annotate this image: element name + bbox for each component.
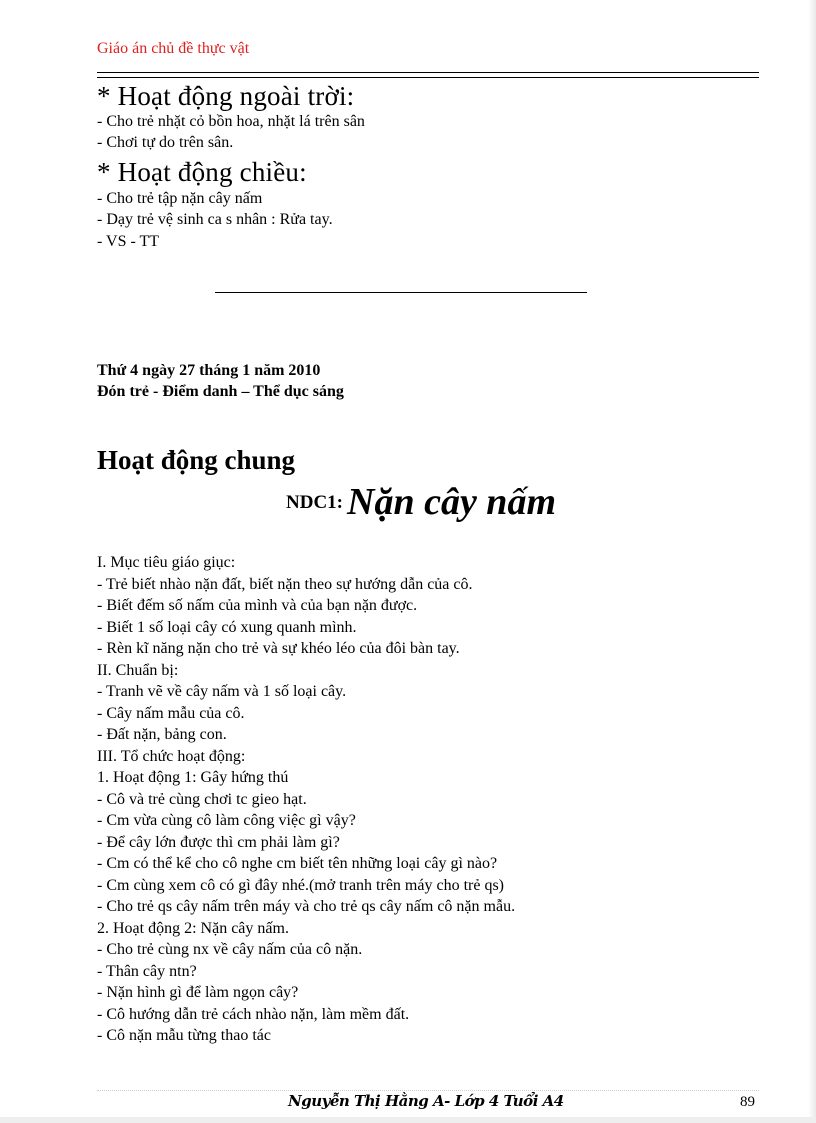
lesson-line: - Nặn hình gì để làm ngọn cây? (97, 984, 299, 1001)
lesson-line: - Cô nặn mẫu từng thao tác (97, 1027, 271, 1044)
lesson-line: II. Chuẩn bị: (97, 661, 179, 679)
lesson-line: - Rèn kĩ năng nặn cho trẻ và sự khéo léo của đôi bàn tay. (97, 640, 460, 657)
afternoon-line-2: - Dạy trẻ vệ sinh ca s nhân : Rửa tay. (97, 211, 333, 228)
lesson-line: - Cho trẻ cùng nx về cây nấm của cô nặn. (97, 941, 363, 958)
lesson-line: - Cây nấm mẫu của cô. (97, 704, 245, 722)
lesson-line: 2. Hoạt động 2: Nặn cây nấm. (97, 919, 289, 937)
lesson-line: - Cô hướng dẫn trẻ cách nhào nặn, làm mềm đất. (97, 1005, 410, 1023)
footer-rule (97, 1090, 759, 1091)
document-header-title: Giáo án chủ đề thực vật (97, 40, 250, 57)
lesson-line: - Cô và trẻ cùng chơi tc gieo hạt. (97, 790, 307, 808)
afternoon-line-1: - Cho trẻ tập nặn cây nấm (97, 190, 263, 207)
page-number: 89 (740, 1094, 755, 1110)
lesson-line: I. Mục tiêu giáo giục: (97, 554, 236, 571)
lesson-line: - Biết đếm số nấm của mình và của bạn nặn được. (97, 597, 418, 614)
day-date-line: Thứ 4 ngày 27 tháng 1 năm 2010 (97, 362, 321, 379)
afternoon-activity-heading: * Hoạt động chiều: (97, 157, 307, 187)
general-activity-heading: Hoạt động chung (97, 445, 296, 475)
section-divider (215, 292, 587, 293)
lesson-title-block (286, 480, 556, 524)
footer-author: Nguyễn Thị Hằng A- Lớp 4 Tuổi A4 (288, 1092, 564, 1110)
lesson-line: - Cho trẻ qs cây nấm trên máy và cho trẻ qs cây nấm cô nặn mẫu. (97, 898, 516, 915)
afternoon-line-3: - VS - TT (97, 233, 160, 250)
day-routine-line: Đón trẻ - Điểm danh – Thể dục sáng (97, 383, 344, 400)
lesson-line: - Biết 1 số loại cây có xung quanh mình. (97, 618, 357, 636)
lesson-title: Nặn cây nấm (347, 481, 556, 523)
ndc-label: NDC1: (286, 492, 343, 513)
page-bottom-edge (0, 1117, 816, 1123)
lesson-line: 1. Hoạt động 1: Gây hứng thú (97, 769, 289, 786)
lesson-line: III. Tổ chức hoạt động: (97, 747, 246, 765)
lesson-line: - Tranh vẽ về cây nấm và 1 số loại cây. (97, 683, 347, 700)
outdoor-line-1: - Cho trẻ nhặt cỏ bồn hoa, nhặt lá trên sân (97, 113, 365, 130)
lesson-line: - Đất nặn, bảng con. (97, 726, 227, 743)
lesson-line: - Thân cây ntn? (97, 962, 197, 980)
header-double-rule (97, 72, 759, 78)
lesson-line: - Cm có thể kể cho cô nghe cm biết tên những loại cây gì nào? (97, 855, 498, 872)
outdoor-line-2: - Chơi tự do trên sân. (97, 134, 234, 151)
lesson-line: - Cm vừa cùng cô làm công việc gì vậy? (97, 812, 356, 829)
outdoor-activity-heading: * Hoạt động ngoài trời: (97, 81, 355, 111)
lesson-plan-body (97, 552, 757, 1047)
lesson-line: - Cm cùng xem cô có gì đây nhé.(mở tranh trên máy cho trẻ qs) (97, 876, 505, 894)
page-edge-shadow (808, 0, 816, 1123)
lesson-line: - Trẻ biết nhào nặn đất, biết nặn theo sự hướng dẫn của cô. (97, 575, 473, 593)
lesson-line: - Để cây lớn được thì cm phải làm gì? (97, 833, 340, 851)
